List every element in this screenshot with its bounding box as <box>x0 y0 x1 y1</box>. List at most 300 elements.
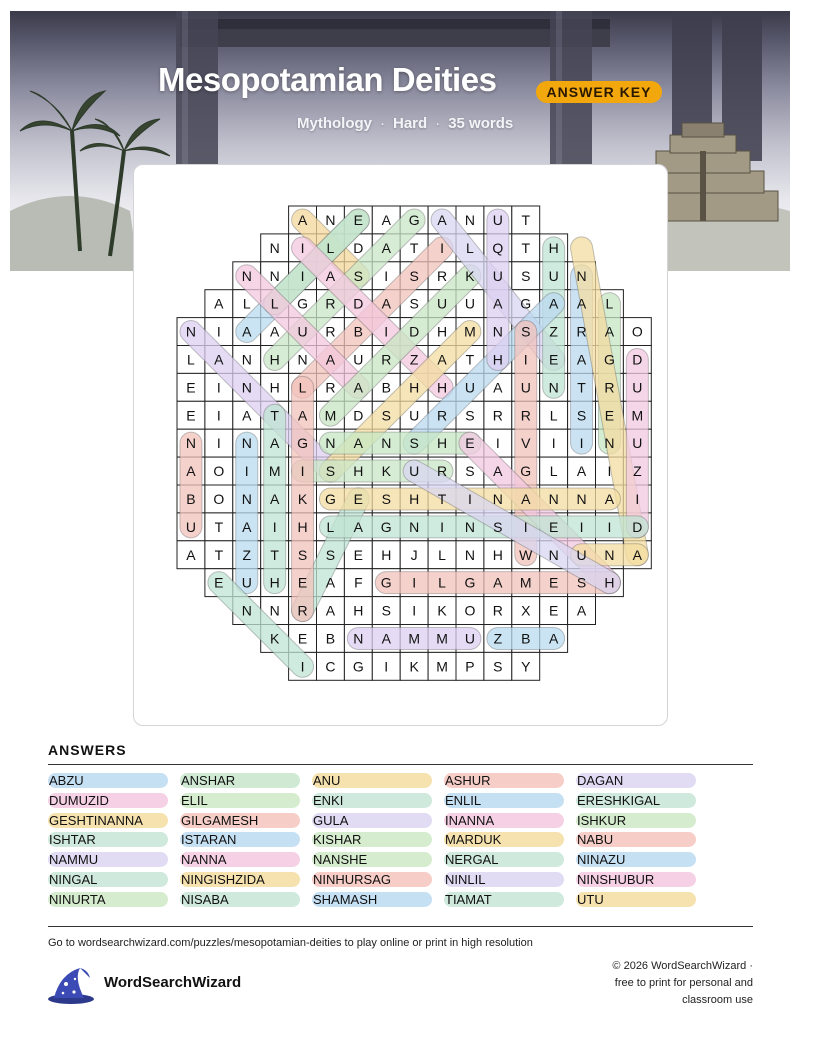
answer-anu: ANU <box>312 773 432 788</box>
grid-letter: S <box>493 658 503 675</box>
grid-letter: L <box>549 407 558 424</box>
grid-letter: I <box>523 518 528 535</box>
grid-letter: F <box>354 574 363 591</box>
grid-letter: I <box>300 239 305 256</box>
answer-istaran: ISTARAN <box>180 832 300 847</box>
grid-letter: T <box>577 379 586 396</box>
answer-nisaba: NISABA <box>180 892 300 907</box>
grid-letter: K <box>437 602 447 619</box>
grid-letter: U <box>520 379 531 396</box>
answer-marduk: MARDUK <box>444 832 564 847</box>
grid-letter: S <box>521 323 531 340</box>
page-title: Mesopotamian Deities <box>158 61 497 98</box>
grid-letter: I <box>579 518 584 535</box>
grid-letter: I <box>607 463 612 480</box>
grid-letter: I <box>495 435 500 452</box>
word-search-grid <box>134 165 667 725</box>
grid-letter: I <box>412 574 417 591</box>
grid-letter: U <box>632 435 643 452</box>
answer-tiamat: TIAMAT <box>444 892 564 907</box>
grid-letter: S <box>297 546 308 563</box>
grid-letter: E <box>465 435 475 452</box>
grid-letter: A <box>353 435 364 452</box>
grid-letter: O <box>213 463 225 480</box>
grid-letter: D <box>409 323 420 340</box>
grid-letter: N <box>241 267 252 284</box>
grid-letter: H <box>604 574 615 591</box>
footer-url-text[interactable]: Go to wordsearchwizard.com/puzzles/mesopotamian-deities to play online or print in high resolution <box>48 937 533 949</box>
grid-letter: T <box>409 239 419 256</box>
grid-letter: S <box>576 574 587 591</box>
grid-letter: I <box>523 351 528 368</box>
grid-letter: R <box>436 407 448 424</box>
grid-letter: U <box>492 267 503 284</box>
grid-letter: A <box>381 630 391 647</box>
answer-abzu: ABZU <box>48 773 168 788</box>
grid-letter: A <box>325 351 336 368</box>
grid-letter: J <box>410 546 418 563</box>
grid-letter: A <box>325 267 336 284</box>
grid-letter: U <box>297 323 308 340</box>
grid-letter: B <box>325 630 336 647</box>
grid-letter: N <box>241 435 252 452</box>
grid-letter: E <box>186 379 196 396</box>
footer-divider <box>48 926 753 927</box>
answer-ashur: ASHUR <box>444 773 564 788</box>
grid-letter: N <box>548 546 559 563</box>
grid-letter: I <box>216 407 221 424</box>
grid-letter: I <box>300 463 305 480</box>
puzzle-meta: Mythology · Hard · 35 words <box>297 115 514 132</box>
grid-letter: D <box>353 295 364 312</box>
grid-letter: N <box>604 435 615 452</box>
grid-letter: L <box>326 239 335 256</box>
grid-letter: H <box>269 379 280 396</box>
grid-letter: L <box>466 239 474 256</box>
answer-geshtinanna: GESHTINANNA <box>48 813 168 828</box>
grid-letter: R <box>436 463 448 480</box>
grid-letter: S <box>353 267 364 284</box>
grid-letter: R <box>492 407 503 424</box>
grid-letter: L <box>605 295 614 312</box>
grid-letter: Z <box>409 351 419 368</box>
answer-kishar: KISHAR <box>312 832 432 847</box>
answer-ereshkigal: ERESHKIGAL <box>576 793 696 808</box>
grid-letter: I <box>384 267 389 284</box>
grid-letter: L <box>549 463 558 480</box>
grid-letter: N <box>576 490 587 507</box>
grid-letter: X <box>521 602 531 619</box>
grid-letter: N <box>548 379 559 396</box>
grid-letter: A <box>493 574 503 591</box>
answer-ningishzida: NINGISHZIDA <box>180 872 300 887</box>
grid-letter: A <box>381 239 391 256</box>
grid-letter: A <box>353 379 364 396</box>
grid-letter: H <box>436 435 448 452</box>
grid-letter: I <box>216 379 221 396</box>
grid-letter: E <box>548 351 559 368</box>
difficulty-label: Hard <box>393 115 428 132</box>
answer-ninurta: NINURTA <box>48 892 168 907</box>
grid-letter: I <box>607 518 612 535</box>
grid-letter: E <box>548 602 559 619</box>
grid-letter: O <box>464 602 476 619</box>
grid-letter: N <box>492 490 503 507</box>
wizard-hat-icon[interactable] <box>46 964 96 1006</box>
puzzle-card <box>133 164 668 726</box>
grid-letter: Y <box>521 658 531 675</box>
brand-name[interactable]: WordSearchWizard <box>104 974 242 991</box>
grid-letter: M <box>519 574 532 591</box>
grid-letter: Q <box>492 239 504 256</box>
grid-letter: O <box>213 490 225 507</box>
answer-ninshubur: NINSHUBUR <box>576 872 696 887</box>
grid-letter: D <box>353 239 364 256</box>
grid-letter: I <box>384 658 389 675</box>
grid-letter: U <box>492 211 503 228</box>
grid-letter: G <box>408 211 420 228</box>
grid-letter: E <box>297 630 308 647</box>
grid-letter: A <box>632 546 643 563</box>
grid-letter: N <box>269 267 280 284</box>
answer-ninazu: NINAZU <box>576 852 696 867</box>
grid-letter: L <box>270 295 279 312</box>
grid-letter: H <box>353 602 364 619</box>
grid-letter: N <box>325 435 336 452</box>
copyright-text: © 2026 WordSearchWizard · free to print for personal and classroom use <box>612 960 753 1006</box>
grid-letter: H <box>353 463 364 480</box>
grid-letter: B <box>521 630 531 647</box>
grid-letter: V <box>521 435 531 452</box>
grid-letter: S <box>465 407 475 424</box>
grid-letter: S <box>381 407 391 424</box>
answer-ishtar: ISHTAR <box>48 832 168 847</box>
grid-letter: I <box>216 435 221 452</box>
grid-letter: N <box>185 323 197 340</box>
grid-letter: R <box>576 323 587 340</box>
grid-letter: A <box>242 407 252 424</box>
grid-letter: I <box>300 658 305 675</box>
grid-letter: L <box>298 379 307 396</box>
grid-letter: E <box>548 518 559 535</box>
grid-letter: T <box>521 239 531 256</box>
grid-letter: R <box>325 379 336 396</box>
grid-letter: D <box>353 407 364 424</box>
word-count-label: 35 words <box>448 115 514 132</box>
grid-letter: G <box>297 435 308 452</box>
grid-letter: G <box>464 574 476 591</box>
grid-letter: T <box>214 546 224 563</box>
grid-letter: R <box>325 295 336 312</box>
grid-letter: E <box>214 574 224 591</box>
grid-letter: M <box>436 630 448 647</box>
grid-letter: H <box>436 379 448 396</box>
answer-enki: ENKI <box>312 793 432 808</box>
grid-letter: I <box>300 267 305 284</box>
grid-letter: I <box>635 490 640 507</box>
answer-nergal: NERGAL <box>444 852 564 867</box>
grid-letter: S <box>521 267 531 284</box>
grid-letter: L <box>438 546 446 563</box>
grid-letter: N <box>464 211 476 228</box>
answer-dagan: DAGAN <box>576 773 696 788</box>
grid-letter: A <box>325 602 336 619</box>
grid-letter: N <box>409 518 420 535</box>
grid-letter: N <box>381 435 392 452</box>
grid-letter: A <box>548 630 559 647</box>
grid-letter: A <box>437 211 447 228</box>
grid-letter: L <box>438 574 446 591</box>
grid-letter: G <box>520 295 532 312</box>
grid-letter: A <box>269 435 280 452</box>
highlight-abzu <box>236 432 258 594</box>
grid-letter: E <box>548 574 559 591</box>
grid-letter: K <box>297 490 308 507</box>
grid-letter: H <box>436 323 448 340</box>
grid-letter: H <box>269 574 280 591</box>
grid-letter: A <box>214 295 224 312</box>
grid-letter: S <box>493 518 503 535</box>
grid-letter: K <box>381 463 391 480</box>
grid-letter: M <box>631 407 644 424</box>
grid-letter: A <box>437 351 447 368</box>
grid-letter: T <box>270 546 279 563</box>
grid-letter: R <box>520 407 531 424</box>
grid-letter: M <box>464 323 476 340</box>
grid-letter: K <box>465 267 475 284</box>
grid-letter: S <box>409 295 419 312</box>
grid-letter: R <box>325 323 336 340</box>
grid-letter: A <box>381 211 391 228</box>
grid-letter: S <box>576 407 587 424</box>
grid-letter: H <box>409 490 420 507</box>
grid-letter: A <box>381 295 391 312</box>
answer-nanna: NANNA <box>180 852 300 867</box>
grid-letter: U <box>548 267 559 284</box>
grid-letter: A <box>353 518 364 535</box>
grid-letter: S <box>465 463 475 480</box>
grid-letter: S <box>409 435 419 452</box>
grid-letter: D <box>632 518 643 535</box>
grid-letter: U <box>409 407 420 424</box>
grid-letter: A <box>576 351 587 368</box>
grid-letter: U <box>353 351 364 368</box>
grid-letter: H <box>297 518 308 535</box>
grid-letter: I <box>440 518 444 535</box>
grid-letter: R <box>436 267 448 284</box>
grid-letter: A <box>297 211 308 228</box>
grid-letter: E <box>604 407 615 424</box>
grid-letter: T <box>437 490 447 507</box>
grid-letter: N <box>185 435 197 452</box>
grid-letter: L <box>326 518 335 535</box>
grid-letter: N <box>353 630 364 647</box>
grid-letter: A <box>576 602 587 619</box>
grid-letter: A <box>576 295 587 312</box>
highlight-nanshe <box>319 432 481 454</box>
grid-letter: U <box>409 463 420 480</box>
grid-letter: R <box>297 602 308 619</box>
grid-letter: R <box>492 602 503 619</box>
grid-letter: O <box>631 323 643 340</box>
grid-letter: N <box>241 602 252 619</box>
grid-letter: H <box>409 379 420 396</box>
grid-letter: B <box>353 323 364 340</box>
grid-letter: H <box>381 546 392 563</box>
grid-letter: T <box>521 211 531 228</box>
grid-letter: N <box>269 602 280 619</box>
grid-letter: A <box>269 323 280 340</box>
grid-letter: U <box>632 379 643 396</box>
grid-letter: A <box>576 463 587 480</box>
grid-letter: I <box>579 435 584 452</box>
grid-letter: N <box>241 351 252 368</box>
grid-letter: A <box>297 407 308 424</box>
grid-letter: T <box>214 518 224 535</box>
answer-inanna: INANNA <box>444 813 564 828</box>
answer-ningal: NINGAL <box>48 872 168 887</box>
grid-letter: N <box>241 490 252 507</box>
answer-elil: ELIL <box>180 793 300 808</box>
grid-letter: I <box>244 463 249 480</box>
grid-letter: G <box>380 518 392 535</box>
grid-letter: E <box>353 546 364 563</box>
grid-letter: U <box>464 295 476 312</box>
answer-ishkur: ISHKUR <box>576 813 696 828</box>
grid-letter: S <box>325 546 336 563</box>
grid-letter: E <box>353 211 364 228</box>
grid-letter: N <box>492 323 503 340</box>
answer-shamash: SHAMASH <box>312 892 432 907</box>
grid-letter: A <box>325 574 336 591</box>
grid-letter: A <box>493 379 503 396</box>
grid-letter: I <box>412 602 417 619</box>
grid-letter: A <box>521 490 531 507</box>
grid-letter: A <box>242 323 252 340</box>
grid-letter: A <box>604 490 615 507</box>
grid-letter: A <box>186 546 196 563</box>
grid-letter: A <box>548 295 559 312</box>
grid-letter: U <box>464 630 476 647</box>
answer-anshar: ANSHAR <box>180 773 300 788</box>
grid-letter: W <box>519 546 533 563</box>
answer-nammu: NAMMU <box>48 852 168 867</box>
grid-letter: N <box>604 546 615 563</box>
grid-letter: H <box>269 351 280 368</box>
grid-letter: A <box>214 351 224 368</box>
grid-letter: M <box>324 407 337 424</box>
answer-enlil: ENLIL <box>444 793 564 808</box>
grid-letter: E <box>353 490 364 507</box>
grid-letter: D <box>632 351 643 368</box>
grid-letter: E <box>297 574 308 591</box>
grid-letter: S <box>325 463 336 480</box>
grid-letter: I <box>216 323 221 340</box>
grid-letter: L <box>242 295 251 312</box>
grid-letter: N <box>297 351 308 368</box>
grid-letter: U <box>185 518 197 535</box>
grid-letter: U <box>576 546 587 563</box>
answers-heading: ANSWERS <box>48 742 127 758</box>
grid-letter: S <box>381 602 391 619</box>
grid-letter: A <box>493 463 503 480</box>
grid-letter: H <box>492 546 503 563</box>
grid-letter: I <box>384 323 389 340</box>
answer-nanshe: NANSHE <box>312 852 432 867</box>
grid-letter: Z <box>493 630 503 647</box>
grid-letter: M <box>436 658 448 675</box>
grid-letter: K <box>409 658 419 675</box>
grid-letter: U <box>241 574 252 591</box>
grid-letter: T <box>465 351 475 368</box>
grid-letter: S <box>381 490 391 507</box>
grid-letter: L <box>187 351 195 368</box>
grid-letter: G <box>352 658 364 675</box>
grid-letter: N <box>269 239 280 256</box>
grid-letter: I <box>551 435 556 452</box>
grid-letter: M <box>268 463 281 480</box>
grid-letter: N <box>464 518 476 535</box>
grid-letter: N <box>241 379 252 396</box>
grid-letter: A <box>242 518 252 535</box>
answer-gula: GULA <box>312 813 432 828</box>
grid-letter: R <box>604 379 615 396</box>
grid-letter: I <box>468 490 472 507</box>
grid-letter: G <box>297 295 308 312</box>
highlight-dagan <box>487 209 509 371</box>
grid-letter: B <box>381 379 391 396</box>
answer-ninhursag: NINHURSAG <box>312 872 432 887</box>
grid-letter: P <box>465 658 475 675</box>
answer-ninlil: NINLIL <box>444 872 564 887</box>
category-label: Mythology <box>297 115 372 132</box>
grid-letter: K <box>269 630 280 647</box>
answer-nabu: NABU <box>576 832 696 847</box>
grid-letter: N <box>576 267 587 284</box>
grid-letter: A <box>604 323 615 340</box>
grid-letter: B <box>186 490 196 507</box>
grid-letter: S <box>409 267 419 284</box>
grid-letter: R <box>381 351 392 368</box>
grid-letter: A <box>186 463 196 480</box>
answer-gilgamesh: GILGAMESH <box>180 813 300 828</box>
answer-key-badge: ANSWER KEY <box>536 81 662 103</box>
grid-letter: C <box>325 658 336 675</box>
grid-letter: Z <box>633 463 642 480</box>
grid-letter: U <box>436 295 448 312</box>
grid-letter: H <box>548 239 559 256</box>
grid-letter: U <box>464 379 476 396</box>
grid-letter: I <box>440 239 444 256</box>
grid-letter: E <box>186 407 196 424</box>
grid-letter: G <box>520 463 532 480</box>
grid-letter: N <box>325 211 336 228</box>
grid-letter: N <box>548 490 559 507</box>
grid-letter: A <box>269 490 280 507</box>
grid-letter: N <box>464 546 476 563</box>
answers-divider <box>48 764 753 765</box>
grid-letter: H <box>492 351 503 368</box>
grid-letter: G <box>325 490 336 507</box>
grid-letter: Z <box>549 323 558 340</box>
answer-utu: UTU <box>576 892 696 907</box>
grid-letter: Z <box>242 546 252 563</box>
grid-letter: G <box>380 574 392 591</box>
grid-letter: G <box>604 351 615 368</box>
grid-letter: T <box>270 407 279 424</box>
grid-letter: M <box>408 630 420 647</box>
grid-letter: A <box>493 295 503 312</box>
